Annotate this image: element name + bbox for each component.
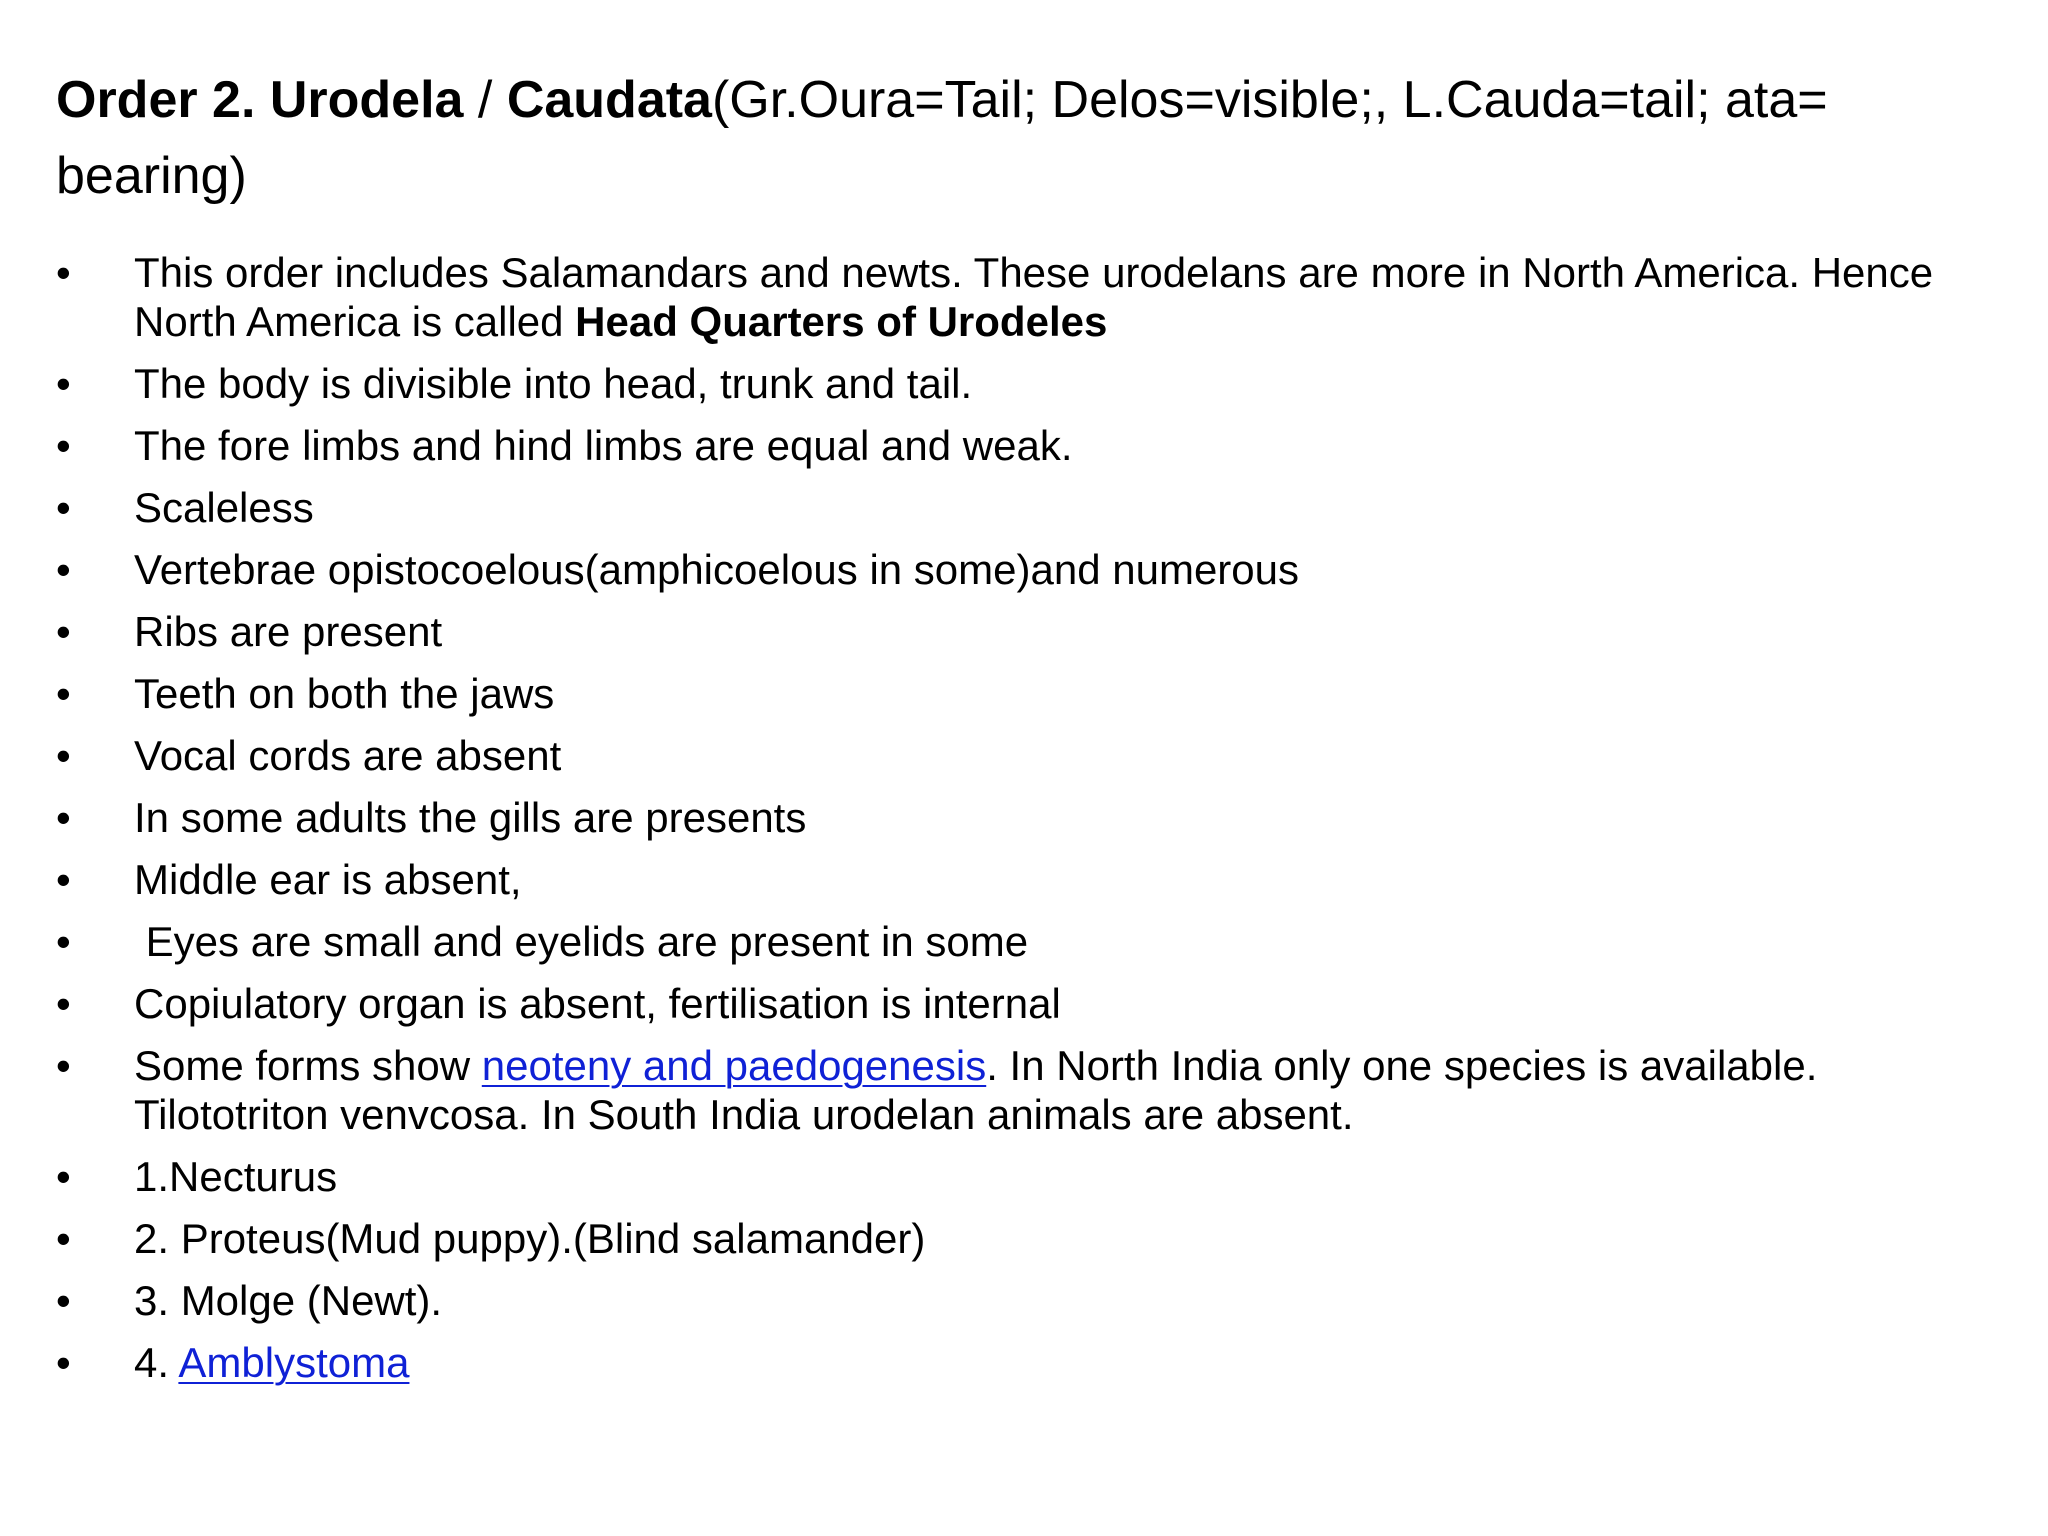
bullet-icon: •	[56, 1215, 71, 1262]
list-item	[56, 607, 1996, 656]
title-order: Order 2. Urodela	[56, 71, 464, 129]
list-item	[56, 483, 1996, 532]
list-item	[56, 421, 1996, 470]
bullet-icon: •	[56, 1042, 71, 1089]
list-item	[56, 1214, 1996, 1263]
bullet-icon: •	[56, 360, 71, 407]
bullet-icon: •	[56, 794, 71, 841]
list-item	[56, 248, 1996, 346]
bullet-text: 2. Proteus(Mud puppy).(Blind salamander)	[134, 1215, 926, 1262]
list-item	[56, 731, 1996, 780]
title-etymology: (Gr.Oura=Tail; Delos=visible;, L.Cauda=tail; ata= bearing)	[56, 71, 1828, 205]
list-item	[56, 793, 1996, 842]
bullet-text: Vertebrae opistocoelous(amphicoelous in some)and numerous	[134, 546, 1300, 593]
title-caudata: Caudata	[506, 71, 712, 129]
bullet-bold-text: Head Quarters of Urodeles	[575, 298, 1108, 345]
bullet-icon: •	[56, 1339, 71, 1386]
bullet-icon: •	[56, 484, 71, 531]
neoteny-link[interactable]: neoteny and paedogenesis	[481, 1042, 987, 1089]
bullet-icon: •	[56, 422, 71, 469]
bullet-text: Middle ear is absent,	[134, 856, 522, 903]
bullet-text: Ribs are present	[134, 608, 443, 655]
list-item	[56, 359, 1996, 408]
list-item	[56, 545, 1996, 594]
bullet-icon: •	[56, 249, 71, 296]
amblystoma-link[interactable]: Amblystoma	[178, 1339, 410, 1386]
bullet-icon: •	[56, 980, 71, 1027]
list-item	[56, 855, 1996, 904]
bullet-text: Some forms show	[134, 1042, 482, 1089]
list-item	[56, 1338, 1996, 1387]
bullet-text: 1.Necturus	[134, 1153, 338, 1200]
list-item	[56, 1276, 1996, 1325]
bullet-icon: •	[56, 1277, 71, 1324]
list-item	[56, 1152, 1996, 1201]
bullet-text: Vocal cords are absent	[134, 732, 562, 779]
bullet-text: In some adults the gills are presents	[134, 794, 807, 841]
list-item	[56, 979, 1996, 1028]
bullet-text: Scaleless	[134, 484, 314, 531]
slide-title	[56, 62, 1996, 214]
list-item	[56, 1041, 1996, 1139]
bullet-text: Teeth on both the jaws	[134, 670, 555, 717]
bullet-icon: •	[56, 546, 71, 593]
bullet-icon: •	[56, 670, 71, 717]
bullet-list	[56, 248, 1996, 1400]
bullet-icon: •	[56, 856, 71, 903]
bullet-icon: •	[56, 608, 71, 655]
list-item	[56, 917, 1996, 966]
bullet-text: Copiulatory organ is absent, fertilisation is internal	[134, 980, 1061, 1027]
bullet-text: . In North India only one species is available. Tilototriton venvcosa. In South India urodelan animals are absent.	[134, 1042, 1818, 1138]
bullet-icon: •	[56, 918, 71, 965]
bullet-text: 3. Molge (Newt).	[134, 1277, 443, 1324]
bullet-text: The fore limbs and hind limbs are equal and weak.	[134, 422, 1073, 469]
bullet-text: This order includes Salamandars and newts. These urodelans are more in North America. Hence North America is called	[134, 249, 1934, 345]
title-separator: /	[463, 71, 507, 129]
bullet-text: 4.	[134, 1339, 179, 1386]
bullet-icon: •	[56, 1153, 71, 1200]
bullet-text: The body is divisible into head, trunk and tail.	[134, 360, 973, 407]
bullet-text: Eyes are small and eyelids are present in some	[134, 918, 1029, 965]
list-item	[56, 669, 1996, 718]
bullet-icon: •	[56, 732, 71, 779]
